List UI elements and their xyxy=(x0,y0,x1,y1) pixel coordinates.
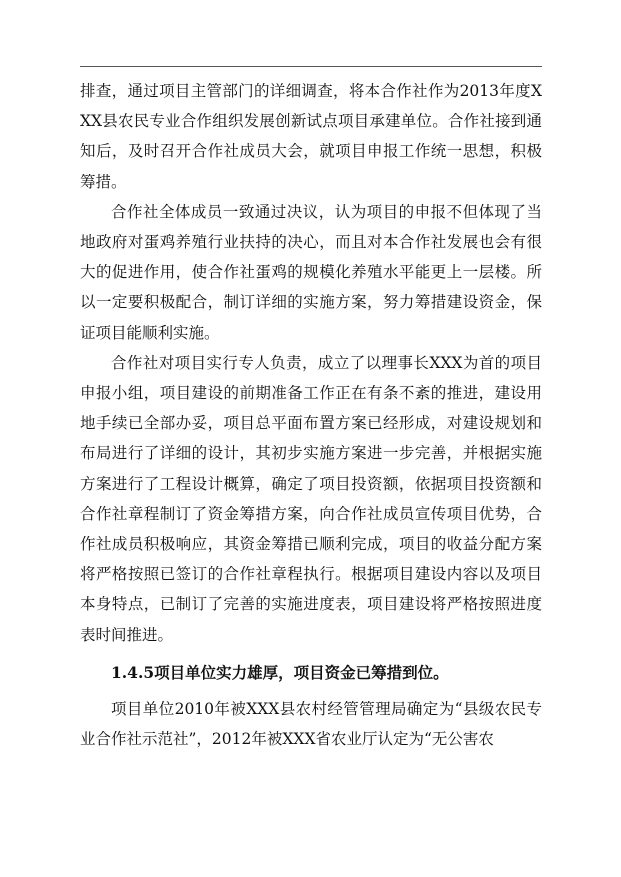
section-heading: 1.4.5项目单位实力雄厚，项目资金已筹措到位。 xyxy=(111,662,449,682)
paragraph-resolution: 合作社全体成员一致通过决议，认为项目的申报不但体现了当地政府对蛋鸡养殖行业扶持的决心，而且对本合作社发展也会有很大的促进作用，使合作社蛋鸡的规模化养殖水平能更上一层楼。所以一定要积极配合，制订详细的实施方案，努力筹措建设资金，保证项目能顺利实施。 xyxy=(80,202,542,342)
paragraph-responsibility: 合作社对项目实行专人负责，成立了以理事长XXX为首的项目申报小组，项目建设的前期准备工作正在有条不紊的推进，建设用地手续已全部办妥，项目总平面布置方案已经形成，对建设规划和布局进行了详细的设计，其初步实施方案进一步完善，并根据实施方案进行了工程设计概算，确定了项目投资额，依据项目投资额和合作社章程制订了资金筹措方案，向合作社成员宣传项目优势，合作社成员积极响应，其资金筹措已顺利完成，项目的收益分配方案将严格按照已签订的合作社章程执行。根据项目建设内容以及项目本身特点，已制订了完善的实施进度表，项目建设将严格按照进度表时间推进。 xyxy=(80,353,542,644)
paragraph-unit-strength: 项目单位2010年被XXX县农村经管管理局确定为“县级农民专业合作社示范社”，2012年被XXX省农业厅认定为“无公害农 xyxy=(80,699,542,749)
header-rule xyxy=(80,66,542,67)
document-body xyxy=(80,76,542,754)
paragraph-continuation: 排查，通过项目主管部门的详细调查，将本合作社作为2013年度XXX县农民专业合作组织发展创新试点项目承建单位。合作社接到通知后，及时召开合作社成员大会，就项目申报工作统一思想，积极筹措。 xyxy=(80,82,542,191)
